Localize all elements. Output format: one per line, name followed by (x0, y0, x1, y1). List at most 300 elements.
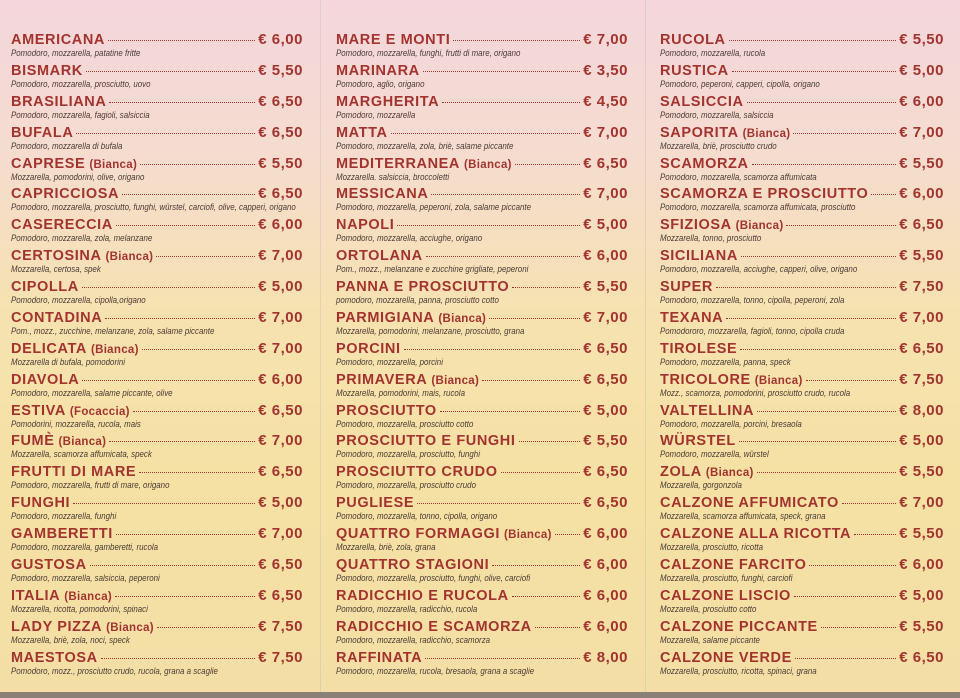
pizza-name: CALZONE ALLA RICOTTA (660, 526, 852, 542)
menu-item-line (336, 402, 628, 419)
menu-item-line (336, 247, 628, 264)
pizza-price: € 5,50 (583, 432, 628, 450)
pizza-name: SCAMORZA (660, 155, 749, 172)
pizza-price: € 7,00 (258, 247, 303, 265)
pizza-price: € 6,50 (583, 494, 628, 512)
pizza-ingredients: Mozzarella, prosciutto, ricotta (660, 542, 764, 552)
pizza-name: RADICCHIO E RUCOLA (336, 587, 509, 604)
pizza-ingredients: Pomodoro, mozzarella, porcini, bresaola (660, 418, 802, 429)
pizza-name: SALSICCIA (660, 93, 744, 110)
dot-leader (156, 256, 255, 257)
pizza-price: € 6,50 (583, 154, 628, 172)
pizza-ingredients: pomodoro, mozzarella, panna, prosciutto cotto (336, 295, 499, 305)
pizza-ingredients: Pomodoro, mozzarella, cipolla,origano (11, 295, 146, 305)
menu-item (11, 93, 303, 121)
menu-item-line (11, 216, 303, 233)
pizza-name: PUGLIESE (336, 495, 415, 512)
pizza-ingredients: Pomodoro, mozzarella, zola, melanzane (11, 233, 153, 244)
menu-item (336, 216, 628, 244)
menu-item-line (660, 618, 944, 635)
dot-leader (512, 596, 581, 597)
pizza-name: AMERICANA (11, 32, 106, 48)
dot-leader (109, 441, 255, 442)
dot-leader (794, 596, 896, 597)
pizza-price: € 6,50 (899, 648, 944, 666)
pizza-note: (Bianca) (742, 127, 791, 140)
dot-leader (489, 318, 580, 319)
pizza-name: RUCOLA (660, 32, 726, 48)
pizza-ingredients: Pomodoro, mozzarella, prosciutto, funghi, olive, carciofi (336, 572, 531, 583)
menu-item (11, 432, 303, 460)
pizza-ingredients: Pomodoro, peperoni, capperi, cipolla, origano (660, 78, 820, 89)
menu-item-line (11, 124, 303, 141)
dot-leader (86, 71, 255, 72)
menu-item-line (336, 556, 628, 573)
pizza-name: CALZONE VERDE (660, 649, 792, 666)
pizza-price: € 6,50 (258, 586, 303, 604)
dot-leader (726, 318, 896, 319)
pizza-ingredients: Pomodoro, mozzarella, fagioli, salsiccia (11, 109, 150, 120)
pizza-price: € 6,50 (583, 339, 628, 357)
menu-item-line (336, 31, 628, 48)
pizza-name: GAMBERETTI (11, 526, 113, 542)
dot-leader (555, 534, 581, 535)
pizza-price: € 6,00 (899, 92, 944, 110)
pizza-price: € 5,50 (899, 525, 944, 542)
menu-item (336, 247, 628, 275)
menu-item-line (336, 587, 628, 604)
menu-item (11, 340, 303, 368)
pizza-name: CALZONE AFFUMICATO (660, 495, 839, 512)
pizza-note: (Focaccia) (69, 405, 130, 418)
pizza-name: NAPOLI (336, 217, 395, 234)
pizza-ingredients: Pomodoro, aglio, origano (336, 78, 425, 89)
menu-item (660, 340, 944, 368)
pizza-name: BUFALA (11, 124, 74, 141)
pizza-name: SAPORITA (660, 124, 739, 141)
dot-leader (519, 441, 581, 442)
menu-column-1 (11, 31, 303, 676)
pizza-ingredients: Pomodoro, mozzarella, porcini (336, 356, 443, 367)
menu-item (336, 371, 628, 399)
pizza-name: PANNA E PROSCIUTTO (336, 279, 510, 295)
pizza-price: € 6,00 (583, 617, 628, 635)
pizza-price: € 5,50 (583, 278, 628, 295)
menu-item-line (11, 155, 303, 172)
menu-item (660, 556, 944, 584)
pizza-price: € 8,00 (899, 401, 944, 419)
pizza-name: ITALIA (11, 587, 61, 604)
menu-item-line (11, 31, 303, 48)
menu-item (660, 31, 944, 59)
dot-leader (105, 318, 255, 319)
pizza-price: € 7,00 (899, 123, 944, 141)
pizza-name: MARINARA (336, 62, 420, 79)
dot-leader (116, 225, 255, 226)
pizza-price: € 5,00 (258, 278, 303, 295)
dot-leader (404, 349, 581, 350)
pizza-price: € 5,00 (899, 61, 944, 79)
dot-leader (426, 256, 581, 257)
pizza-price: € 6,00 (258, 370, 303, 388)
menu-item (660, 432, 944, 460)
dot-leader (82, 380, 255, 381)
menu-item-line (660, 556, 944, 573)
pizza-price: € 6,00 (258, 31, 303, 48)
menu-item (11, 587, 303, 615)
pizza-ingredients: Pomodoro, mozzarella, zola, briè, salame piccante (336, 140, 514, 151)
pizza-ingredients: Mozzarella, scamorza affumicata, speck, grana (660, 511, 826, 522)
menu-item-line (11, 525, 303, 542)
dot-leader (757, 472, 897, 473)
pizza-price: € 7,00 (899, 494, 944, 512)
pizza-ingredients: Pomodorini, mozzarella, rucola, mais (11, 418, 141, 429)
menu-item (660, 124, 944, 152)
menu-item-line (336, 62, 628, 79)
pizza-name: PRIMAVERA (336, 371, 428, 388)
dot-leader (716, 287, 896, 288)
pizza-ingredients: Mozzarella, pomodorini, melanzane, prosciutto, grana (336, 325, 525, 336)
menu-item-line (11, 62, 303, 79)
dot-leader (90, 565, 256, 566)
pizza-name: FUMÈ (11, 433, 55, 450)
pizza-name: DELICATA (11, 340, 87, 357)
pizza-name: CIPOLLA (11, 279, 79, 295)
menu-item-line (11, 432, 303, 449)
dot-leader (809, 565, 896, 566)
pizza-ingredients: Pomodoro, mozzarella, panna, speck (660, 356, 791, 367)
pizza-name: QUATTRO STAGIONI (336, 556, 490, 573)
pizza-name: CALZONE PICCANTE (660, 618, 818, 635)
dot-leader (757, 411, 896, 412)
pizza-ingredients: Pomodoro, mozzarella, acciughe, origano (336, 233, 483, 244)
menu-item (11, 62, 303, 90)
dot-leader (140, 164, 255, 165)
pizza-price: € 5,50 (899, 247, 944, 265)
menu-item (11, 402, 303, 430)
pizza-price: € 4,50 (583, 92, 628, 110)
pizza-name: TRICOLORE (660, 371, 751, 388)
pizza-price: € 7,00 (583, 308, 628, 326)
pizza-ingredients: Pomodoro, mozzarella, tonno, cipolla, origano (336, 511, 498, 522)
menu-item-line (660, 216, 944, 233)
dot-leader (391, 133, 581, 134)
pizza-ingredients: Pomodoro, mozzarella, prosciutto, funghi (336, 449, 480, 460)
dot-leader (739, 441, 896, 442)
pizza-ingredients: Pomodoro, mozzarella, radicchio, scamorza (336, 634, 491, 645)
pizza-ingredients: Pomodoro, mozzarella, frutti di mare, origano (11, 480, 170, 491)
menu-item-line (11, 587, 303, 604)
menu-item-line (336, 185, 628, 202)
pizza-name: BRASILIANA (11, 93, 107, 110)
pizza-ingredients: Pomodoro, mozzarella, acciughe, capperi, olive, origano (660, 264, 858, 275)
pizza-name: TIROLESE (660, 340, 738, 357)
pizza-ingredients: Pomodoro, mozzarella, prosciutto crudo (336, 480, 476, 491)
pizza-price: € 6,50 (583, 463, 628, 481)
pizza-price: € 7,50 (258, 648, 303, 666)
menu-item-line (11, 340, 303, 357)
pizza-ingredients: Pomodoro, mozzarella, würstel (660, 449, 769, 460)
pizza-price: € 7,50 (258, 617, 303, 635)
pizza-name: RAFFINATA (336, 649, 423, 666)
dot-leader (492, 565, 580, 566)
pizza-ingredients: Pomodoro, mozzarella, scamorza affumicata, prosciutto (660, 202, 856, 213)
pizza-price: € 5,50 (899, 463, 944, 481)
dot-leader (139, 472, 255, 473)
pizza-note: (Bianca) (105, 251, 154, 264)
menu-item-line (336, 309, 628, 326)
pizza-name: TEXANA (660, 309, 724, 326)
pizza-ingredients: Pomodoro, mozzarella, rucola, bresaola, grana a scaglie (336, 665, 535, 676)
pizza-ingredients: Pomodoro, mozzarella, rucola (660, 48, 766, 58)
menu-item (336, 62, 628, 90)
dot-leader (453, 40, 580, 41)
menu-item (336, 463, 628, 491)
pizza-note: (Bianca) (431, 374, 480, 387)
menu-item-line (11, 494, 303, 511)
pizza-price: € 5,50 (899, 31, 944, 48)
menu-item (660, 155, 944, 183)
menu-item-line (336, 124, 628, 141)
pizza-price: € 6,00 (258, 216, 303, 234)
pizza-price: € 6,50 (258, 92, 303, 110)
pizza-ingredients: Pomodoro, mozzarella, salsiccia, peperoni (11, 572, 160, 583)
pizza-ingredients: Pom., mozz., melanzane e zucchine grigliate, peperoni (336, 264, 529, 275)
pizza-name: CONTADINA (11, 309, 103, 326)
pizza-ingredients: Mozzarella, prosciutto, ricotta, spinaci, grana (660, 665, 817, 676)
pizza-price: € 5,00 (583, 401, 628, 419)
pizza-ingredients: Pomodoro, mozzarella, funghi, frutti di mare, origano (336, 48, 521, 58)
menu-item (660, 216, 944, 244)
menu-item-line (660, 402, 944, 419)
pizza-name: CAPRESE (11, 155, 86, 172)
menu-item (336, 494, 628, 522)
pizza-price: € 7,00 (258, 308, 303, 326)
menu-item (660, 309, 944, 337)
menu-item-line (11, 618, 303, 635)
pizza-price: € 5,00 (583, 216, 628, 234)
pizza-ingredients: Mozzarella, briè, prosciutto crudo (660, 140, 777, 151)
menu-item-line (660, 124, 944, 141)
menu-item (11, 247, 303, 275)
pizza-price: € 3,50 (583, 61, 628, 79)
pizza-note: (Bianca) (735, 220, 784, 233)
menu-item-line (336, 432, 628, 449)
menu-item-line (336, 278, 628, 295)
dot-leader (747, 102, 897, 103)
dot-leader (871, 194, 896, 195)
dot-leader (122, 194, 255, 195)
pizza-price: € 7,00 (583, 185, 628, 203)
pizza-name: ESTIVA (11, 402, 66, 419)
menu-item-line (11, 309, 303, 326)
pizza-price: € 5,50 (899, 154, 944, 172)
dot-leader (741, 256, 896, 257)
dot-leader (795, 658, 896, 659)
dot-leader (515, 164, 580, 165)
pizza-name: RUSTICA (660, 62, 729, 79)
pizza-price: € 6,50 (583, 370, 628, 388)
pizza-price: € 6,00 (583, 525, 628, 542)
menu-item (660, 247, 944, 275)
menu-item-line (11, 649, 303, 666)
menu-column-3 (660, 31, 944, 676)
pizza-name: MARE E MONTI (336, 32, 451, 48)
menu-item (11, 525, 303, 553)
menu-item-line (660, 587, 944, 604)
pizza-name: FUNGHI (11, 495, 71, 512)
dot-leader (76, 133, 255, 134)
menu-item (336, 402, 628, 430)
pizza-price: € 6,50 (899, 339, 944, 357)
pizza-name: CERTOSINA (11, 248, 102, 265)
menu-item (11, 185, 303, 213)
menu-item (660, 525, 944, 553)
menu-item (11, 463, 303, 491)
pizza-price: € 7,50 (899, 370, 944, 388)
menu-item-line (660, 247, 944, 264)
dot-leader (535, 627, 581, 628)
pizza-ingredients: Mozzarella, prosciutto, funghi, carciofi (660, 572, 793, 583)
menu-item (11, 124, 303, 152)
pizza-price: € 8,00 (583, 648, 628, 666)
menu-item (11, 31, 303, 59)
menu-item (11, 371, 303, 399)
menu-item (11, 216, 303, 244)
pizza-ingredients: Mozzarella, briè, zola, grana (336, 542, 436, 552)
menu-item (336, 185, 628, 213)
menu-item (336, 155, 628, 183)
pizza-name: CALZONE FARCITO (660, 556, 807, 573)
pizza-price: € 7,00 (258, 525, 303, 542)
dot-leader (431, 194, 580, 195)
pizza-ingredients: Pomodororo, mozzarella, fagioli, tonno, cipolla cruda (660, 325, 845, 336)
menu-item-line (660, 278, 944, 295)
menu-item-line (11, 556, 303, 573)
menu-item (336, 649, 628, 677)
pizza-name: PARMIGIANA (336, 309, 435, 326)
menu-item (336, 587, 628, 615)
menu-item (11, 494, 303, 522)
pizza-name: QUATTRO FORMAGGI (336, 526, 500, 542)
menu-item-line (336, 525, 628, 542)
pizza-name: PROSCIUTTO CRUDO (336, 464, 498, 481)
fold-line-left (320, 0, 322, 698)
menu-item (660, 371, 944, 399)
dot-leader (786, 225, 896, 226)
dot-leader (417, 503, 580, 504)
pizza-ingredients: Pomodoro, mozzarella (336, 109, 416, 120)
pizza-price: € 7,00 (899, 308, 944, 326)
pizza-name: SFIZIOSA (660, 217, 732, 234)
pizza-price: € 6,50 (899, 216, 944, 234)
dot-leader (109, 102, 255, 103)
pizza-ingredients: Pomodoro, mozzarella, funghi (11, 511, 117, 522)
pizza-name: MESSICANA (336, 186, 429, 203)
menu-item (11, 618, 303, 646)
menu-item-line (11, 278, 303, 295)
pizza-name: SICILIANA (660, 248, 738, 265)
pizza-name: LADY PIZZA (11, 618, 103, 635)
dot-leader (142, 349, 256, 350)
pizza-name: DIAVOLA (11, 371, 80, 388)
pizza-name: CAPRICCIOSA (11, 186, 120, 203)
menu-item (336, 525, 628, 553)
pizza-name: PROSCIUTTO (336, 402, 437, 419)
menu-item-line (336, 494, 628, 511)
pizza-ingredients: Mozzarella, pomodorini, mais, rucola (336, 387, 465, 398)
dot-leader (732, 71, 897, 72)
menu-item-line (660, 31, 944, 48)
menu-item (336, 340, 628, 368)
menu-item-line (660, 340, 944, 357)
pizza-price: € 6,50 (258, 555, 303, 573)
pizza-name: MAESTOSA (11, 649, 98, 666)
pizza-name: SCAMORZA E PROSCIUTTO (660, 186, 869, 203)
dot-leader (423, 71, 581, 72)
pizza-note: (Bianca) (89, 158, 138, 171)
pizza-name: FRUTTI DI MARE (11, 464, 137, 481)
pizza-ingredients: Pomodoro, mozzarella, prosciutto cotto (336, 418, 474, 429)
pizza-name: PROSCIUTTO E FUNGHI (336, 433, 516, 450)
dot-leader (440, 411, 580, 412)
dot-leader (512, 287, 580, 288)
pizza-ingredients: Pomodoro, mozzarella, radicchio, rucola (336, 603, 478, 614)
pizza-price: € 6,00 (899, 185, 944, 203)
pizza-ingredients: Mozzarella di bufala, pomodorini (11, 356, 126, 367)
dot-leader (501, 472, 581, 473)
pizza-price: € 6,00 (583, 555, 628, 573)
pizza-ingredients: Mozzarella, certosa, spek (11, 264, 101, 275)
pizza-price: € 5,50 (899, 617, 944, 635)
dot-leader (397, 225, 580, 226)
menu-item (660, 618, 944, 646)
menu-item-line (660, 93, 944, 110)
pizza-price: € 6,50 (258, 401, 303, 419)
menu-item (660, 185, 944, 213)
menu-item-line (336, 340, 628, 357)
menu-item-line (660, 62, 944, 79)
pizza-price: € 6,00 (583, 247, 628, 265)
pizza-name: MEDITERRANEA (336, 155, 461, 172)
pizza-ingredients: Pomodoro, mozzarella, prosciutto, uovo (11, 78, 151, 89)
pizza-name: RADICCHIO E SCAMORZA (336, 618, 532, 635)
page-bottom-edge (0, 692, 960, 698)
pizza-price: € 7,00 (258, 432, 303, 450)
menu-item-line (336, 463, 628, 480)
pizza-price: € 7,00 (258, 339, 303, 357)
dot-leader (793, 133, 896, 134)
pizza-name: PORCINI (336, 340, 401, 357)
pizza-name: MATTA (336, 124, 388, 141)
pizza-price: € 7,50 (899, 278, 944, 295)
fold-line-right (645, 0, 647, 698)
pizza-ingredients: Pom., mozz., zucchine, melanzane, zola, salame piccante (11, 325, 215, 336)
menu-item (660, 62, 944, 90)
menu-item (660, 494, 944, 522)
menu-item (11, 309, 303, 337)
menu-item (336, 278, 628, 306)
pizza-name: ZOLA (660, 464, 702, 481)
pizza-name: VALTELLINA (660, 402, 755, 419)
dot-leader (425, 658, 580, 659)
pizza-ingredients: Mozzarella, salame piccante (660, 634, 760, 645)
dot-leader (821, 627, 896, 628)
pizza-ingredients: Pomodoro, mozzarella di bufala (11, 140, 123, 151)
pizza-note: (Bianca) (438, 312, 487, 325)
pizza-note: (Bianca) (64, 590, 113, 603)
pizza-ingredients: Mozz., scamorza, pomodorini, prosciutto crudo, rucola (660, 387, 851, 398)
